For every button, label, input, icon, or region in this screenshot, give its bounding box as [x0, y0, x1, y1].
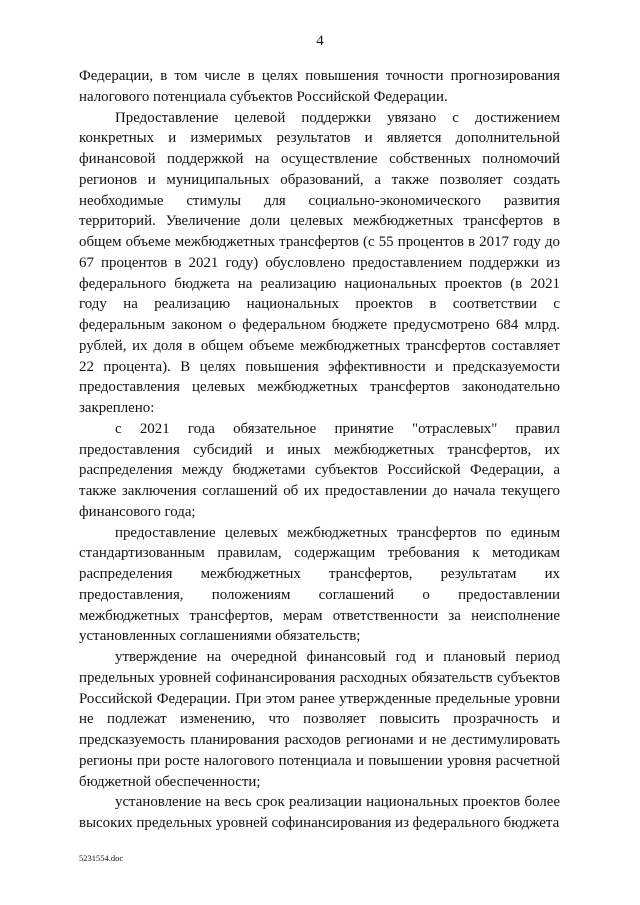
page-number: 4 [316, 33, 324, 49]
paragraph-sectoral-rules: с 2021 года обязательное принятие "отраслевых" правил предоставления субсидий и иных межбюджетных трансфертов, их распределения между бюджетами субъектов Российской Федерации, а также заключения соглашений об их предоставлении до начала текущего финансового года; [79, 420, 560, 520]
footer-filename: 5231554.doc [79, 853, 124, 863]
paragraph-national-projects: установление на весь срок реализации национальных проектов более высоких предельных уровней софинансирования из федерального бюджета [79, 794, 560, 831]
paragraph-targeted-support: Предоставление целевой поддержки увязано с достижением конкретных и измеримых результатов и является дополнительной финансовой поддержкой на осуществление собственных полномочий регионов и муниципальных образований, а также позволяет создать необходимые стимулы для социально-экономического развития территорий. Увеличение доли целевых межбюджетных трансфертов в общем объеме межбюджетных трансфертов (с 55 процентов в 2017 году до 67 процентов в 2021 году) обусловлено предоставлением поддержки из федерального бюджета на реализацию национальных проектов (в 2021 году на реализацию национальных проектов в соответствии с федеральным законом о федеральном бюджете предусмотрено 684 млрд. рублей, их доля в общем объеме межбюджетных трансфертов составляет 22 процента). В целях повышения эффективности и предсказуемости предоставления целевых межбюджетных трансфертов законодательно закреплено: [79, 109, 560, 416]
document-body [79, 66, 560, 834]
paragraph-cofinancing-levels: утверждение на очередной финансовый год и плановый период предельных уровней софинансирования расходных обязательств субъектов Российской Федерации. При этом ранее утвержденные предельные уровни не подлежат изменению, что позволяет повысить прозрачность и предсказуемость планирования расходов регионами и не дестимулировать регионы при росте налогового потенциала и повышении уровня расчетной бюджетной обеспеченности; [79, 649, 560, 790]
paragraph-continuation: Федерации, в том числе в целях повышения точности прогнозирования налогового потенциала субъектов Российской Федерации. [79, 68, 560, 105]
paragraph-unified-rules: предоставление целевых межбюджетных трансфертов по единым стандартизованным правилам, содержащим требования к методикам распределения межбюджетных трансфертов, результатам их предоставления, положениям соглашений о предоставлении межбюджетных трансфертов, мерам ответственности за неисполнение установленных соглашениями обязательств; [79, 524, 560, 645]
